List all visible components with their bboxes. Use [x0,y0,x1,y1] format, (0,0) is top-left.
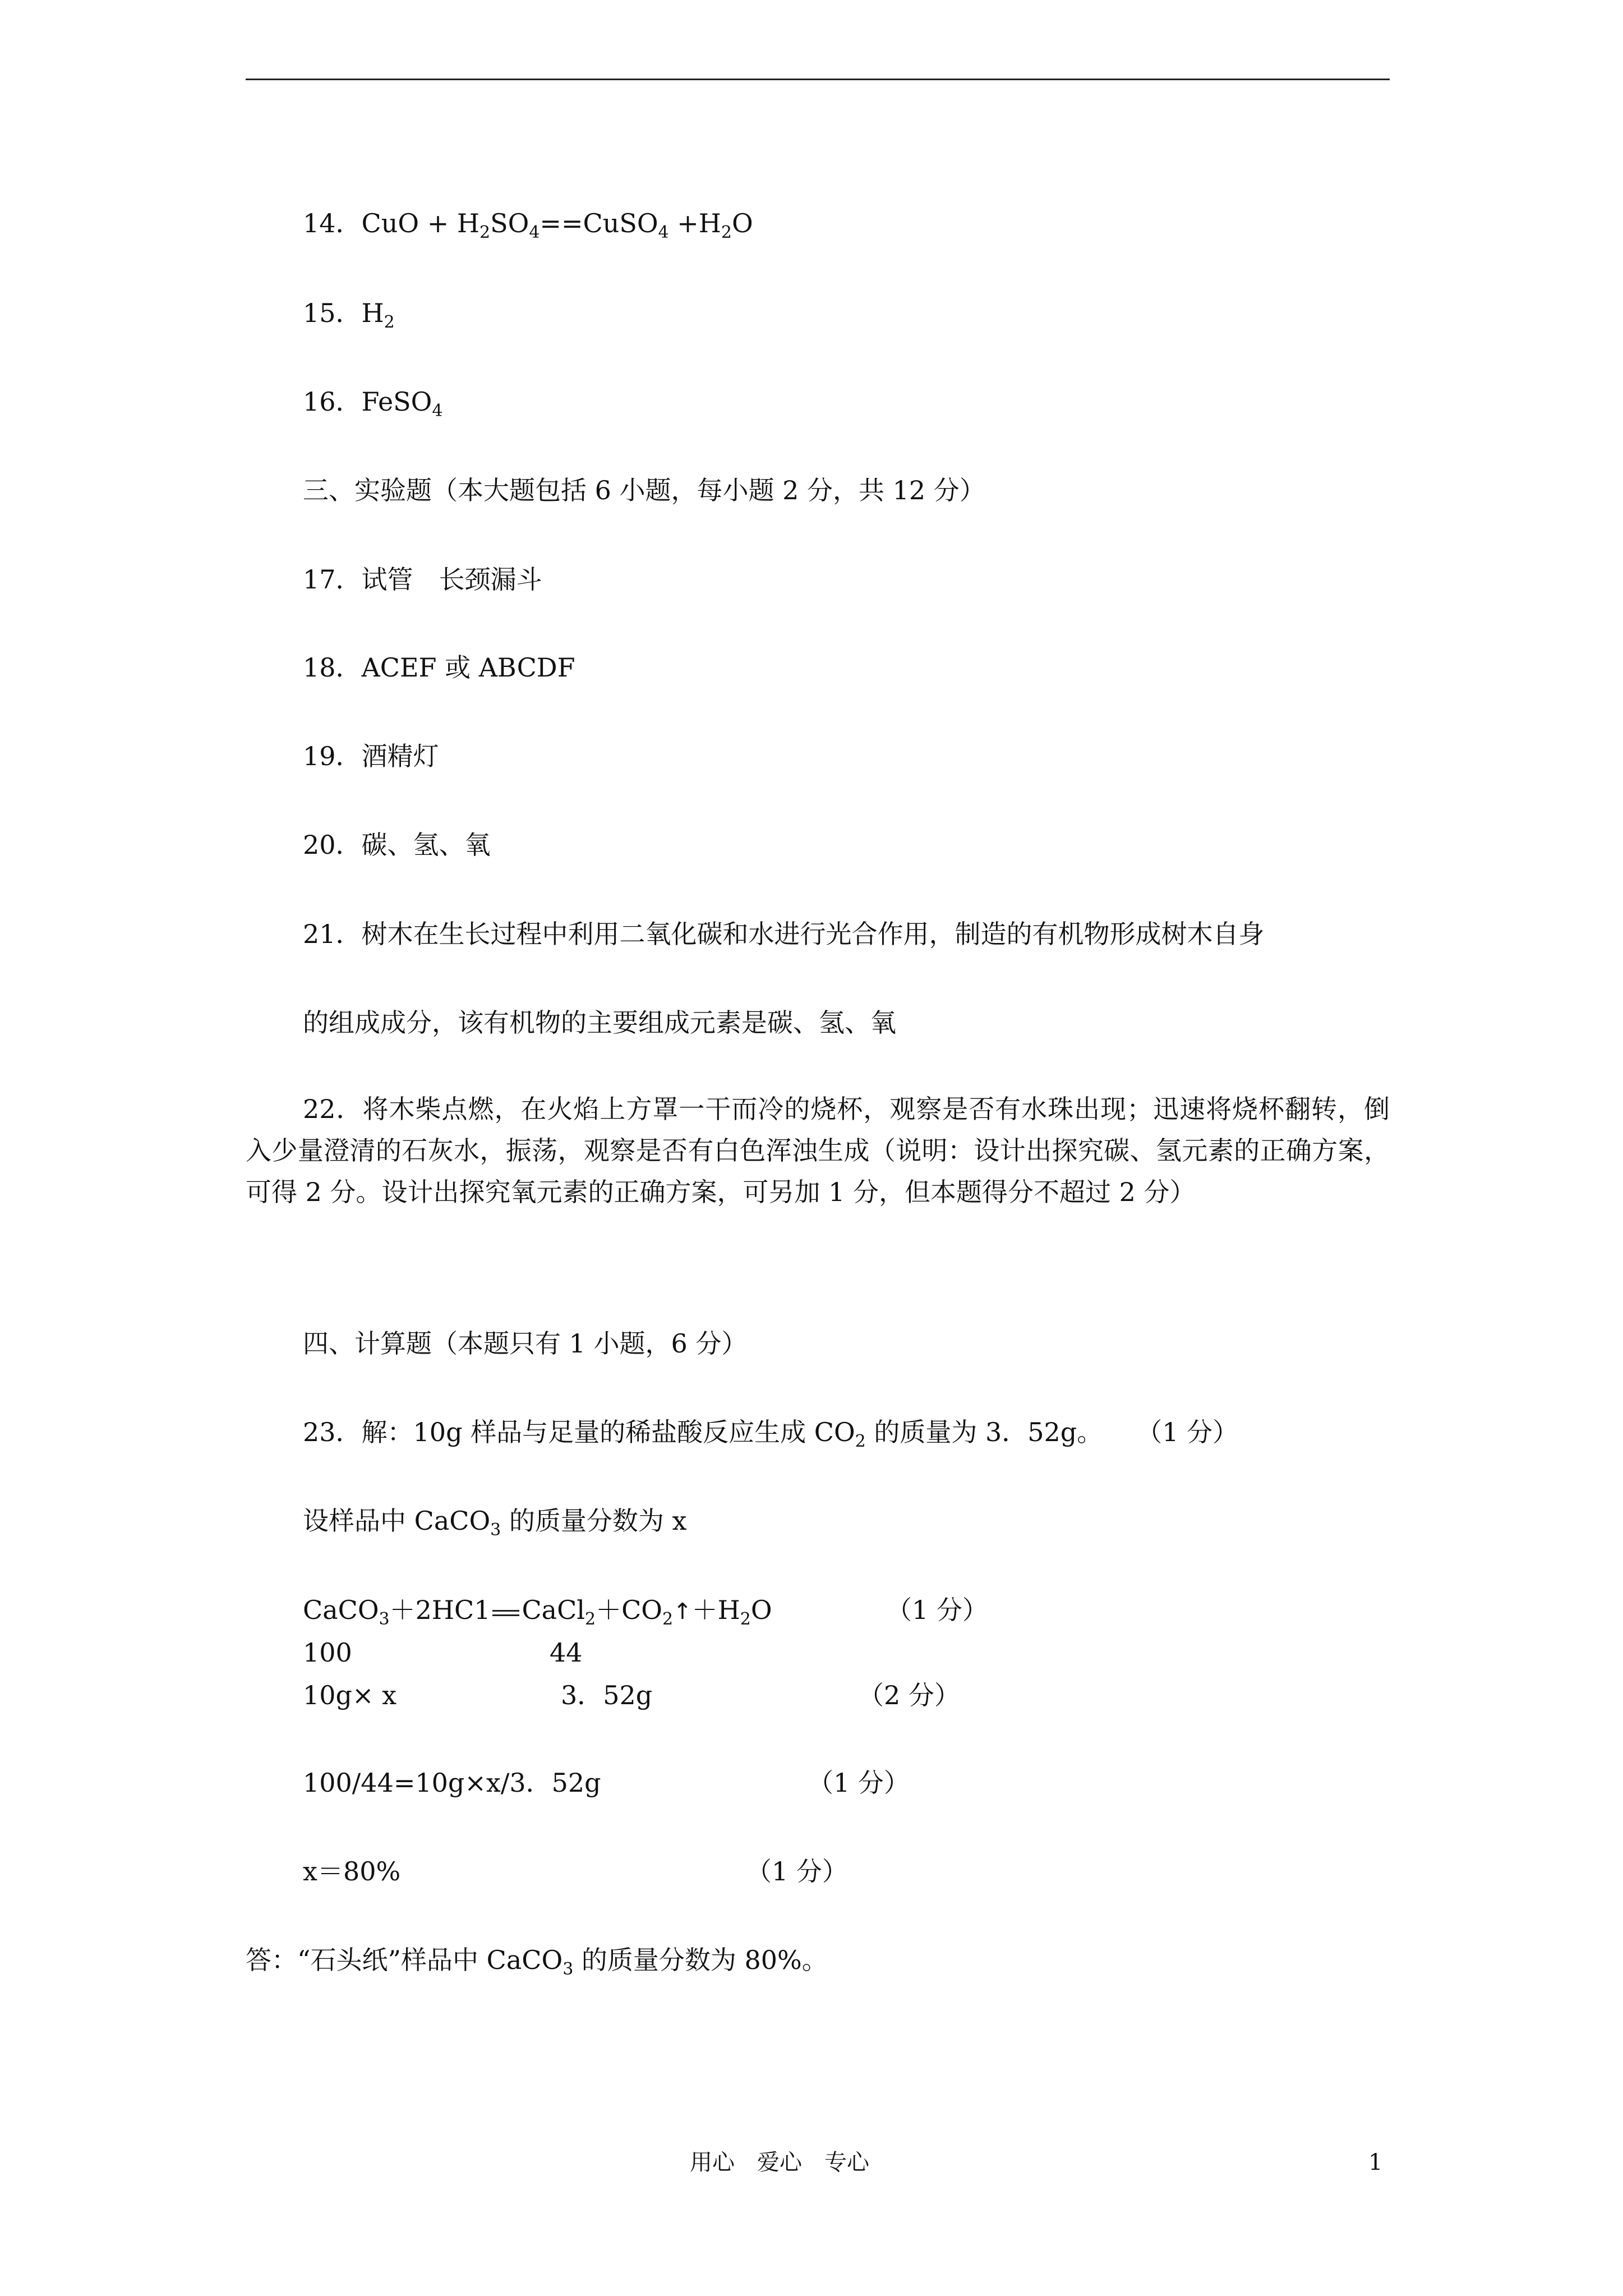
answer-18: 18．ACEF 或 ABCDF [303,652,575,683]
subscript: 2 [662,1609,674,1629]
answer-15 [303,297,395,332]
formula-part: H [361,298,384,328]
score-note: （1 分） [808,1768,910,1798]
answer-23 [303,1416,1239,1451]
subscript: 4 [432,401,443,421]
formula-part: O [732,208,753,238]
answer-17: 17．试管 长颈漏斗 [303,564,542,595]
formula-part: ==CuSO [540,208,658,238]
formula-part: FeSO [361,386,432,417]
formula-part: CaCO [303,1595,379,1625]
answer-22: 22．将木柴点燃，在火焰上方罩一干而冷的烧杯，观察是否有水珠出现；迅速将烧杯翻转，倒入少量澄清的石灰水，振荡，观察是否有白色浑浊生成（说明：设计出探究碳、氢元素的正确方案，可得 2 分。设计出探究氧元素的正确方案，可另加 1 分，但本题得分不超过 2 分） [246,1094,1390,1207]
solution-text: 设样品中 CaCO [303,1506,491,1536]
solution-text: 的质量分数为 80%。 [573,1945,828,1975]
formula-part: ＋CO [596,1595,663,1625]
formula-part: SO [490,208,529,238]
section-heading-experiment: 三、实验题（本大题包括 6 小题，每小题 2 分，共 12 分） [303,475,985,505]
solution-text: 答：“石头纸”样品中 CaCO [246,1945,563,1975]
subscript: 4 [658,223,669,242]
subscript: 3 [490,1520,501,1540]
set-variable [303,1505,687,1540]
subscript: 2 [585,1609,596,1629]
subscript: 2 [721,223,732,242]
answer-20: 20．碳、氢、氧 [303,830,491,860]
subscript: 2 [479,223,491,242]
formula-part: CuO + H [361,208,479,238]
page-number: 1 [1368,2150,1383,2175]
subscript: 3 [379,1609,390,1629]
final-answer [246,1944,828,1979]
item-number: 14． [303,208,362,238]
formula-part: +H [668,208,721,238]
answer-16 [303,386,443,421]
formula-part: O [750,1595,772,1625]
solution-text: 的质量为 3．52g。 [865,1417,1103,1447]
chemical-equation [303,1594,772,1627]
solution-text: 的质量分数为 x [501,1506,687,1536]
molar-mass-co2: 44 [550,1637,583,1668]
equals-sign [490,1602,522,1619]
subscript: 4 [529,223,540,242]
solution-text: 23．解：10g 样品与足量的稀盐酸反应生成 CO [303,1417,855,1447]
formula-part: ＋H [691,1595,740,1625]
item-number: 16． [303,386,362,417]
formula-part: ＋2HC1 [389,1595,491,1625]
section-heading-calculation: 四、计算题（本题只有 1 小题，6 分） [303,1328,748,1359]
answer-14 [303,208,753,242]
co2-mass: 3．52g [561,1680,653,1710]
score-note: （2 分） [858,1680,960,1710]
answer-21-line2: 的组成成分，该有机物的主要组成元素是碳、氢、氧 [303,1007,896,1038]
subscript: 2 [384,312,395,332]
subscript: 2 [855,1432,866,1451]
footer-slogan: 用心 爱心 专心 [690,2150,869,2175]
answer-21-line1: 21．树木在生长过程中利用二氧化碳和水进行光合作用，制造的有机物形成树木自身 [303,919,1265,949]
sample-mass: 10g× x [303,1680,397,1710]
subscript: 2 [740,1609,751,1629]
header-rule [246,79,1390,80]
molar-mass-caco3: 100 [303,1637,352,1668]
result: x＝80% [303,1856,401,1887]
item-number: 15． [303,298,362,328]
answer-19: 19．酒精灯 [303,741,439,771]
score-note: （1 分） [1136,1417,1239,1447]
score-note: （1 分） [886,1595,988,1625]
subscript: 3 [562,1959,574,1979]
formula-part: CaCl [522,1595,585,1625]
gas-arrow-icon: ↑ [673,1599,692,1625]
proportion: 100/44=10g×x/3．52g [303,1768,601,1798]
score-note: （1 分） [746,1856,848,1887]
